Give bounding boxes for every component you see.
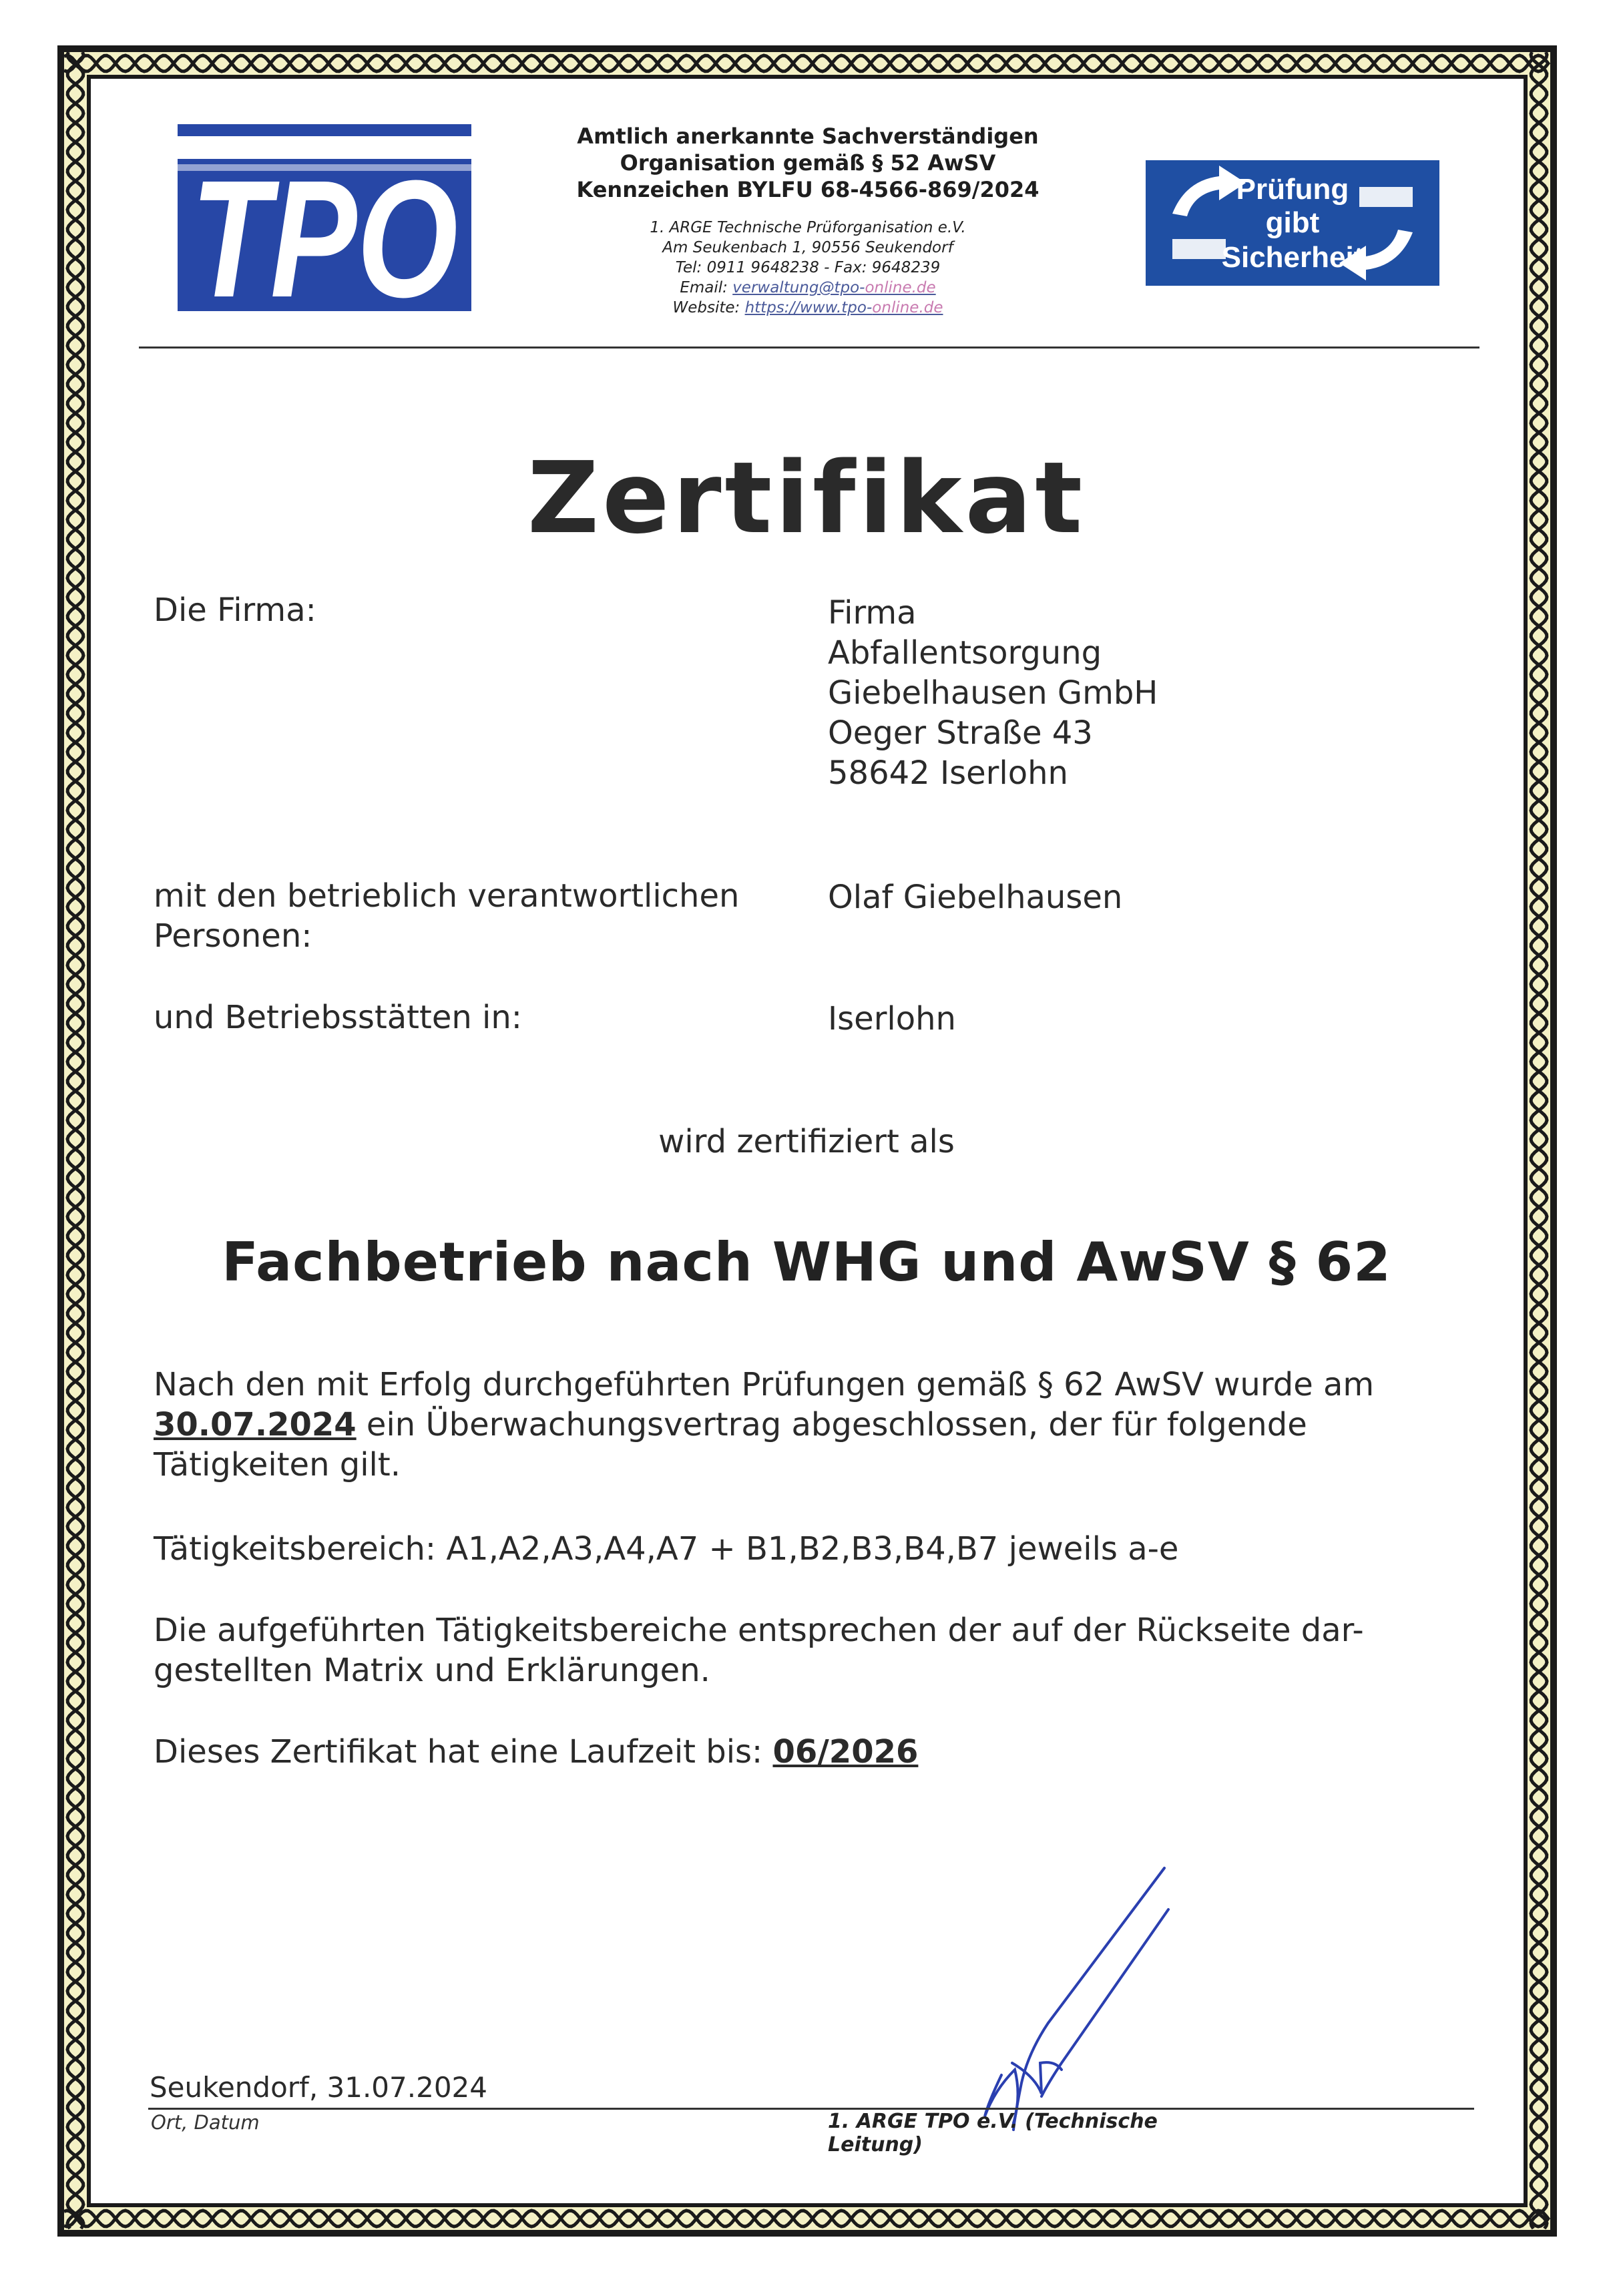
- handwritten-signature: [948, 1863, 1188, 2136]
- place-date-label: Ort, Datum: [151, 2111, 260, 2134]
- certified-as-text: wird zertifiziert als: [658, 1123, 955, 1160]
- website-label: Website:: [672, 299, 740, 316]
- footer-divider: [148, 2108, 1474, 2110]
- logo-text: TPO: [191, 146, 458, 332]
- pruefung-badge: [1146, 160, 1439, 286]
- validation-paragraph: Nach den mit Erfolg durchgeführten Prüfungen gemäß § 62 AwSV wurde am 30.07.2024 ein Überwachungsvertrag abgeschlossen, der für folgende Tätigkeiten gilt.: [154, 1366, 1375, 1483]
- email-link[interactable]: verwaltung@tpo-online.de: [732, 279, 936, 296]
- sites-label: und Betriebsstätten in:: [154, 999, 522, 1036]
- company-line: Abfallentsorgung: [828, 634, 1102, 672]
- issuer-phone: Tel: 0911 9648238 - Fax: 9648239: [675, 259, 941, 276]
- activity-scope: Tätigkeitsbereich: A1,A2,A3,A4,A7 + B1,B2,B3,B4,B7 jeweils a-e: [154, 1530, 1179, 1568]
- header-divider: [139, 347, 1479, 349]
- issuer-line-2: Organisation gemäß § 52 AwSV: [620, 150, 996, 176]
- issuer-address: Am Seukenbach 1, 90556 Seukendorf: [662, 239, 953, 256]
- issuer-header: [507, 123, 1108, 318]
- company-label: Die Firma:: [154, 592, 316, 629]
- badge-line-2: gibt: [1265, 206, 1320, 239]
- matrix-note: Die aufgeführten Tätigkeitsbereiche entsprechen der auf der Rückseite dar- gestellten Matrix und Erklärungen.: [154, 1612, 1364, 1689]
- certificate-title: Zertifikat: [527, 441, 1086, 555]
- company-line: Giebelhausen GmbH: [828, 674, 1158, 712]
- company-line: 58642 Iserlohn: [828, 754, 1068, 792]
- company-address: [828, 593, 1158, 793]
- persons-value: Olaf Giebelhausen: [828, 879, 1123, 916]
- issuer-email-row: [507, 278, 1108, 298]
- validity-date: 06/2026: [772, 1733, 919, 1771]
- badge-line-1: Prüfung: [1236, 173, 1349, 206]
- issuer-org: 1. ARGE Technische Prüforganisation e.V.: [650, 219, 966, 236]
- place-date: Seukendorf, 31.07.2024: [150, 2071, 487, 2104]
- signatory-label: 1. ARGE TPO e.V. (Technische Leitung): [828, 2110, 1158, 2156]
- issuer-website-row: [507, 298, 1108, 318]
- persons-label: mit den betrieblich verantwortlichen Personen:: [154, 877, 740, 955]
- tpo-logo: [178, 124, 471, 332]
- validity-line: Dieses Zertifikat hat eine Laufzeit bis: 06/2026: [154, 1733, 919, 1771]
- issuer-line-1: Amtlich anerkannte Sachverständigen: [577, 124, 1039, 149]
- badge-line-3: Sicherheit: [1221, 241, 1364, 274]
- certification-subtitle: Fachbetrieb nach WHG und AwSV § 62: [222, 1231, 1391, 1293]
- issuer-line-3: Kennzeichen BYLFU 68-4566-869/2024: [576, 177, 1040, 202]
- website-link[interactable]: https://www.tpo-online.de: [744, 299, 943, 316]
- company-line: Oeger Straße 43: [828, 714, 1093, 752]
- contract-date: 30.07.2024: [154, 1406, 357, 1443]
- email-label: Email:: [680, 279, 728, 296]
- company-line: Firma: [828, 594, 917, 632]
- sites-value: Iserlohn: [828, 1000, 956, 1038]
